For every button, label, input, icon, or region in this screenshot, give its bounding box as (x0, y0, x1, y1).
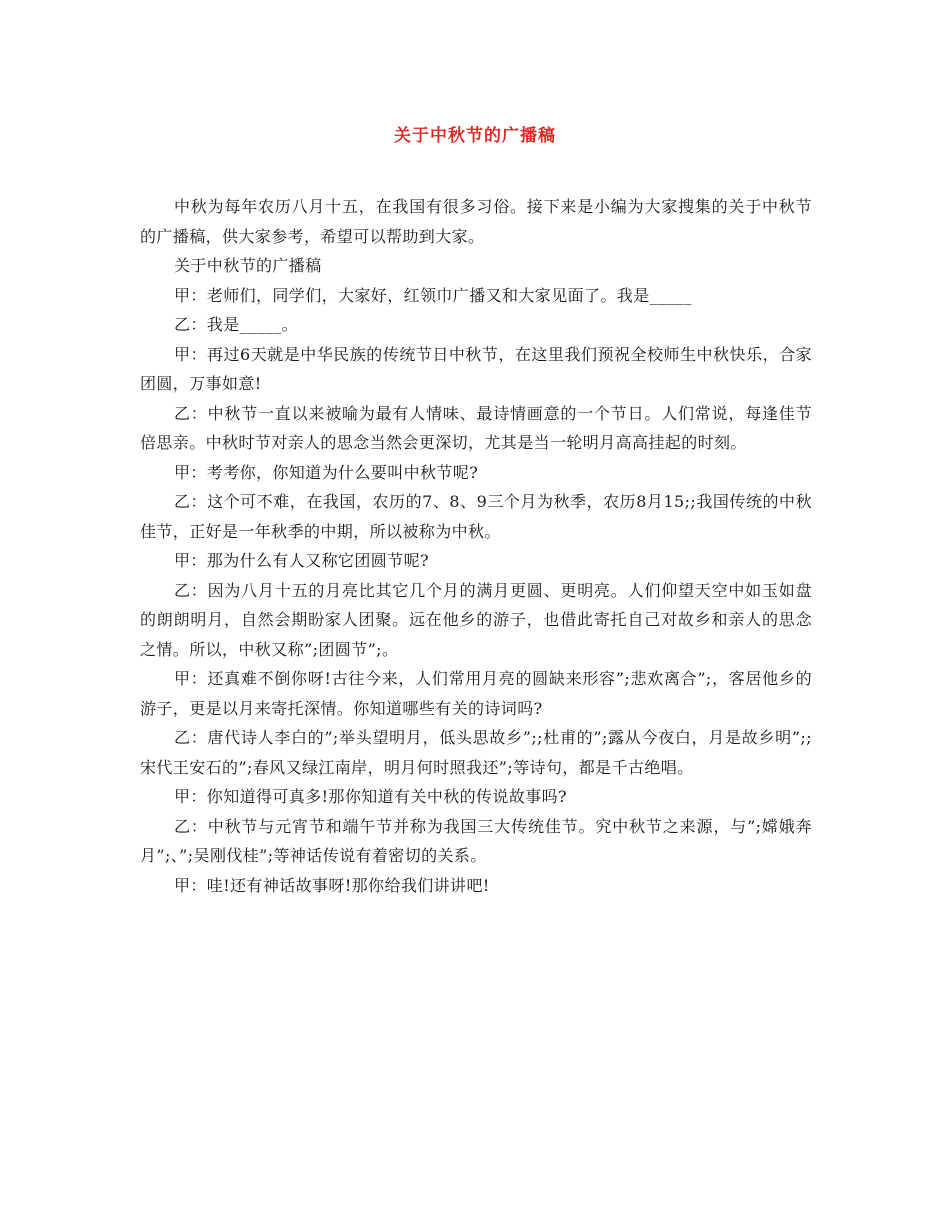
paragraph: 乙：这个可不难，在我国，农历的7、8、9三个月为秋季，农历8月15;;我国传统的中秋佳节，正好是一年秋季的中期，所以被称为中秋。 (140, 492, 812, 541)
paragraph: 甲：还真难不倒你呀!古往今来，人们常用月亮的圆缺来形容”;悲欢离合”;，客居他乡的游子，更是以月来寄托深情。你知道哪些有关的诗词吗? (140, 669, 812, 718)
paragraph: 关于中秋节的广播稿 (174, 256, 322, 275)
paragraph: 甲：哇!还有神话故事呀!那你给我们讲讲吧! (174, 875, 490, 895)
paragraph: 乙：因为八月十五的月亮比其它几个月的满月更圆、更明亮。人们仰望天空中如玉如盘的朗朗明月，自然会期盼家人团聚。远在他乡的游子，也借此寄托自己对故乡和亲人的思念之情。所以，中秋又称”;团圆节”;。 (140, 580, 812, 659)
paragraph: 乙：我是_____。 (174, 315, 299, 334)
paragraph: 甲：考考你，你知道为什么要叫中秋节呢? (174, 462, 479, 482)
paragraph: 甲：老师们，同学们，大家好，红领巾广播又和大家见面了。我是_____ (174, 285, 692, 305)
document-title: 关于中秋节的广播稿 (394, 126, 556, 146)
paragraph: 甲：那为什么有人又称它团圆节呢? (174, 551, 429, 570)
document-body (140, 192, 812, 900)
paragraph: 乙：中秋节一直以来被喻为最有人情味、最诗情画意的一个节日。人们常说，每逢佳节倍思亲。中秋时节对亲人的思念当然会更深切，尤其是当一轮明月高高挂起的时刻。 (140, 403, 812, 452)
paragraph: 甲：你知道得可真多!那你知道有关中秋的传说故事吗? (174, 787, 568, 806)
paragraph: 乙：唐代诗人李白的”;举头望明月，低头思故乡”;;杜甫的”;露从今夜白，月是故乡明”;;宋代王安石的”;春风又绿江南岸，明月何时照我还”;等诗句，都是千古绝唱。 (140, 728, 812, 777)
paragraph: 中秋为每年农历八月十五，在我国有很多习俗。接下来是小编为大家搜集的关于中秋节的广播稿，供大家参考，希望可以帮助到大家。 (140, 197, 812, 246)
paragraph: 甲：再过6天就是中华民族的传统节日中秋节，在这里我们预祝全校师生中秋快乐，合家团圆，万事如意! (140, 344, 812, 393)
paragraph: 乙：中秋节与元宵节和端午节并称为我国三大传统佳节。究中秋节之来源，与”;嫦娥奔月”;、”;吴刚伐桂”;等神话传说有着密切的关系。 (140, 816, 812, 865)
